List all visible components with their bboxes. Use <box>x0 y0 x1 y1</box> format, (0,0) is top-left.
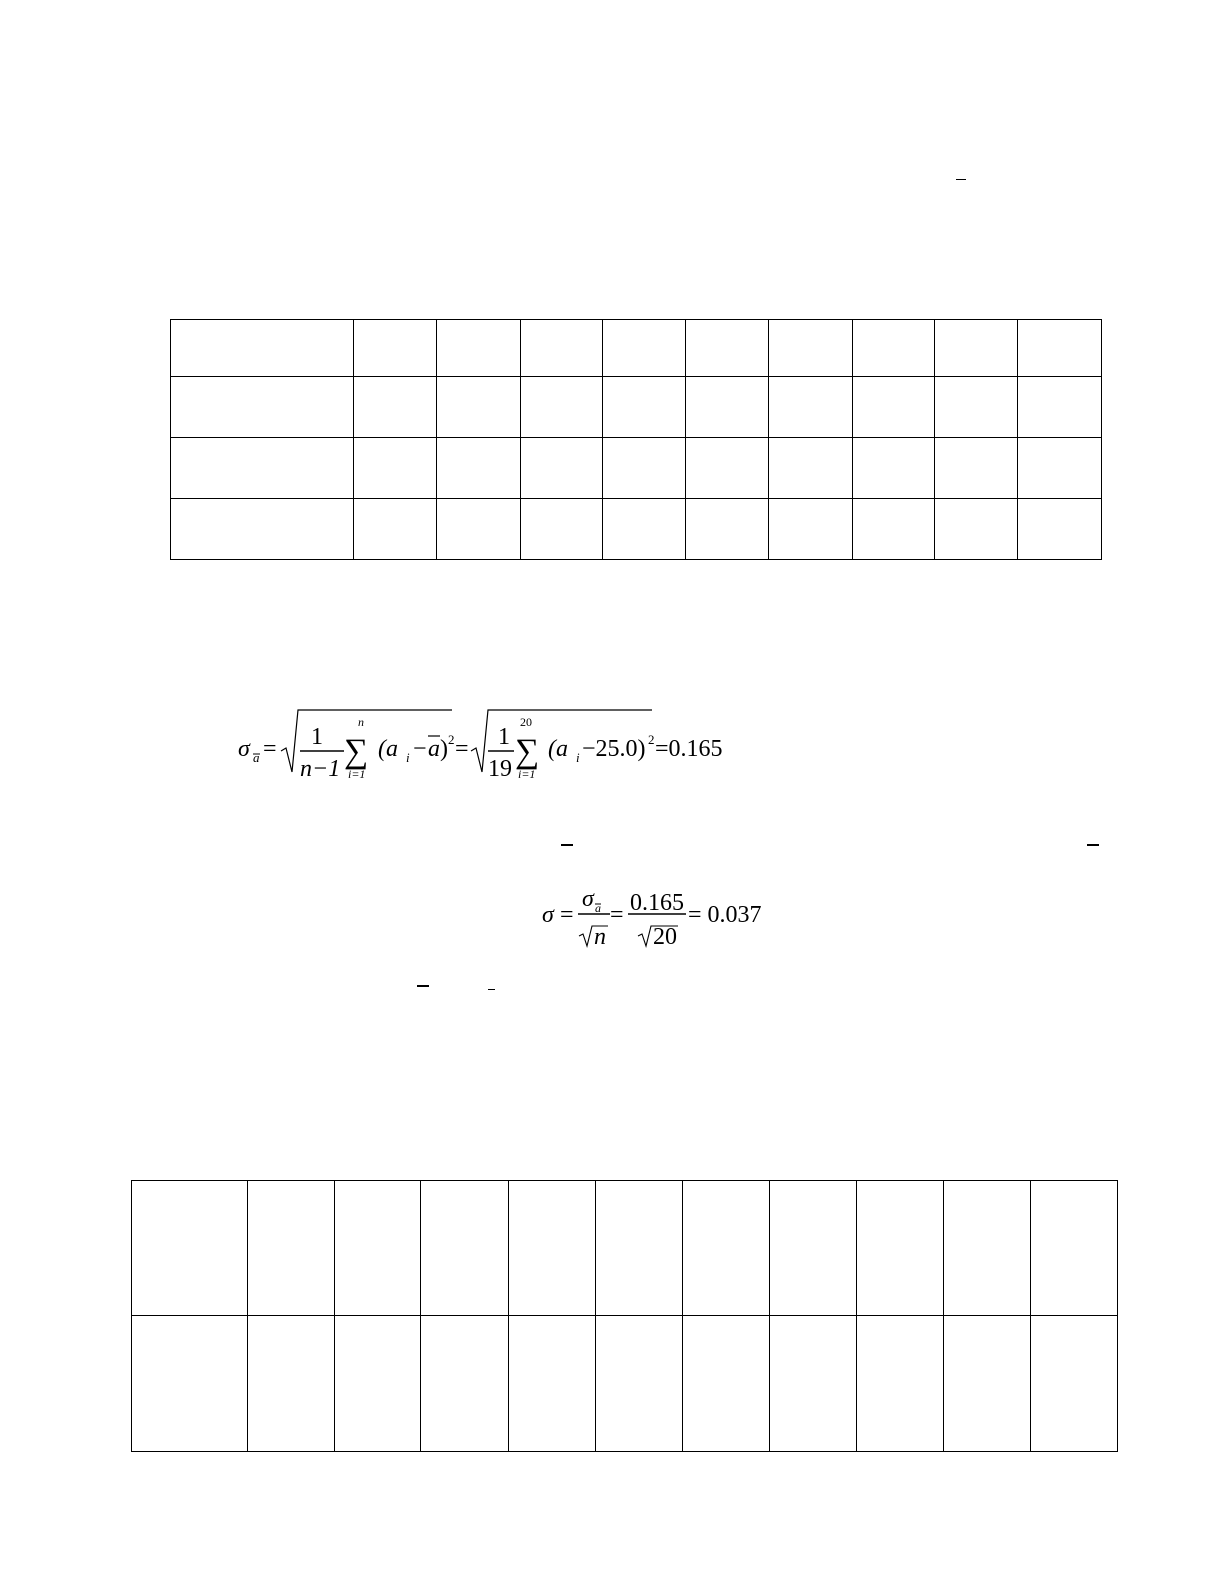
table-cell <box>768 438 852 499</box>
measurement-table-1 <box>170 319 1102 560</box>
table-cell <box>857 1181 944 1316</box>
table-cell <box>935 438 1018 499</box>
table-row <box>171 499 1102 560</box>
overbar-mark-1 <box>956 179 966 180</box>
equals-sign: = <box>610 902 624 928</box>
table-cell <box>436 320 520 377</box>
table-cell <box>421 1181 509 1316</box>
fraction-numerator: 0.165 <box>630 890 684 916</box>
table-cell <box>248 1181 335 1316</box>
table-cell <box>1031 1316 1118 1452</box>
table-cell <box>770 1181 857 1316</box>
table-cell <box>686 377 769 438</box>
result-value: = 0.037 <box>688 902 762 928</box>
table-cell <box>768 499 852 560</box>
table-cell <box>935 499 1018 560</box>
table-cell <box>944 1181 1031 1316</box>
table-cell <box>603 499 686 560</box>
table-cell <box>1018 377 1102 438</box>
table-cell <box>768 377 852 438</box>
result-value: =0.165 <box>655 736 723 762</box>
table-cell <box>1031 1181 1118 1316</box>
table-cell <box>436 377 520 438</box>
table-cell <box>1018 320 1102 377</box>
equals-sign: = <box>560 902 574 928</box>
overbar-mark-4 <box>417 985 429 987</box>
term-subscript: i <box>406 750 410 765</box>
table-cell <box>520 499 603 560</box>
table-cell <box>171 499 354 560</box>
table-cell <box>1018 499 1102 560</box>
equals-sign: = <box>455 736 469 762</box>
std-dev-formula <box>230 696 750 788</box>
equals-sign: = <box>263 736 277 762</box>
table-cell <box>509 1181 596 1316</box>
table-cell <box>683 1181 770 1316</box>
table-cell <box>1018 438 1102 499</box>
table-cell <box>171 438 354 499</box>
overbar-mark-3 <box>1087 844 1099 846</box>
table-row <box>132 1316 1118 1452</box>
table-cell <box>335 1316 421 1452</box>
table-cell <box>436 499 520 560</box>
term-subscript: i <box>576 750 580 765</box>
table-cell <box>852 377 935 438</box>
table-cell <box>509 1316 596 1452</box>
fraction-numerator: σ <box>582 886 594 912</box>
table-cell <box>596 1181 683 1316</box>
table-cell <box>353 438 436 499</box>
table-cell <box>852 438 935 499</box>
term-exponent: 2 <box>648 732 655 747</box>
table-cell <box>353 320 436 377</box>
summation-icon: ∑ <box>344 733 369 770</box>
std-error-formula <box>536 876 776 956</box>
overbar-mark-5 <box>488 989 495 990</box>
table-cell <box>132 1316 248 1452</box>
table-row <box>171 438 1102 499</box>
term-exponent: 2 <box>448 732 455 747</box>
term-mean: a <box>428 736 440 762</box>
sigma-subscript: a <box>253 750 260 765</box>
sigma-subscript: a <box>595 901 601 915</box>
table-row <box>132 1181 1118 1316</box>
table-cell <box>686 320 769 377</box>
sum-lower-limit: i=1 <box>348 767 366 781</box>
table-cell <box>132 1181 248 1316</box>
sum-upper-limit: n <box>358 715 364 729</box>
table-cell <box>436 438 520 499</box>
table-cell <box>171 320 354 377</box>
table-cell <box>603 320 686 377</box>
sigma-symbol: σ <box>238 736 250 762</box>
table-cell <box>421 1316 509 1452</box>
table-cell <box>353 377 436 438</box>
table-cell <box>857 1316 944 1452</box>
table-cell <box>603 438 686 499</box>
fraction-denominator: n <box>594 924 606 950</box>
table-cell <box>520 438 603 499</box>
table-cell <box>520 320 603 377</box>
table-cell <box>770 1316 857 1452</box>
table-cell <box>686 438 769 499</box>
term-open: (a <box>548 736 568 762</box>
table-cell <box>596 1316 683 1452</box>
term-close: ) <box>440 736 448 762</box>
table-cell <box>852 499 935 560</box>
table-cell <box>335 1181 421 1316</box>
overbar-mark-2 <box>561 844 573 846</box>
sigma-symbol: σ <box>542 902 554 928</box>
table-row <box>171 377 1102 438</box>
term-open: (a <box>378 736 398 762</box>
sum-lower-limit: i=1 <box>518 767 536 781</box>
table-cell <box>603 377 686 438</box>
table-cell <box>171 377 354 438</box>
term-minus: − <box>413 736 427 762</box>
table-cell <box>686 499 769 560</box>
table-row <box>171 320 1102 377</box>
table-cell <box>520 377 603 438</box>
sum-upper-limit: 20 <box>520 715 532 729</box>
summation-icon: ∑ <box>515 733 540 770</box>
table-cell <box>353 499 436 560</box>
fraction-numerator: 1 <box>311 724 323 750</box>
table-cell <box>935 377 1018 438</box>
fraction-denominator: 20 <box>653 924 677 950</box>
table-cell <box>768 320 852 377</box>
table-cell <box>944 1316 1031 1452</box>
table-cell <box>683 1316 770 1452</box>
term-rest: −25.0) <box>582 736 646 762</box>
measurement-table-2 <box>131 1180 1118 1452</box>
fraction-denominator: 19 <box>488 756 512 782</box>
table-cell <box>852 320 935 377</box>
table-cell <box>935 320 1018 377</box>
fraction-numerator: 1 <box>498 724 510 750</box>
table-cell <box>248 1316 335 1452</box>
fraction-denominator: n−1 <box>300 756 341 782</box>
